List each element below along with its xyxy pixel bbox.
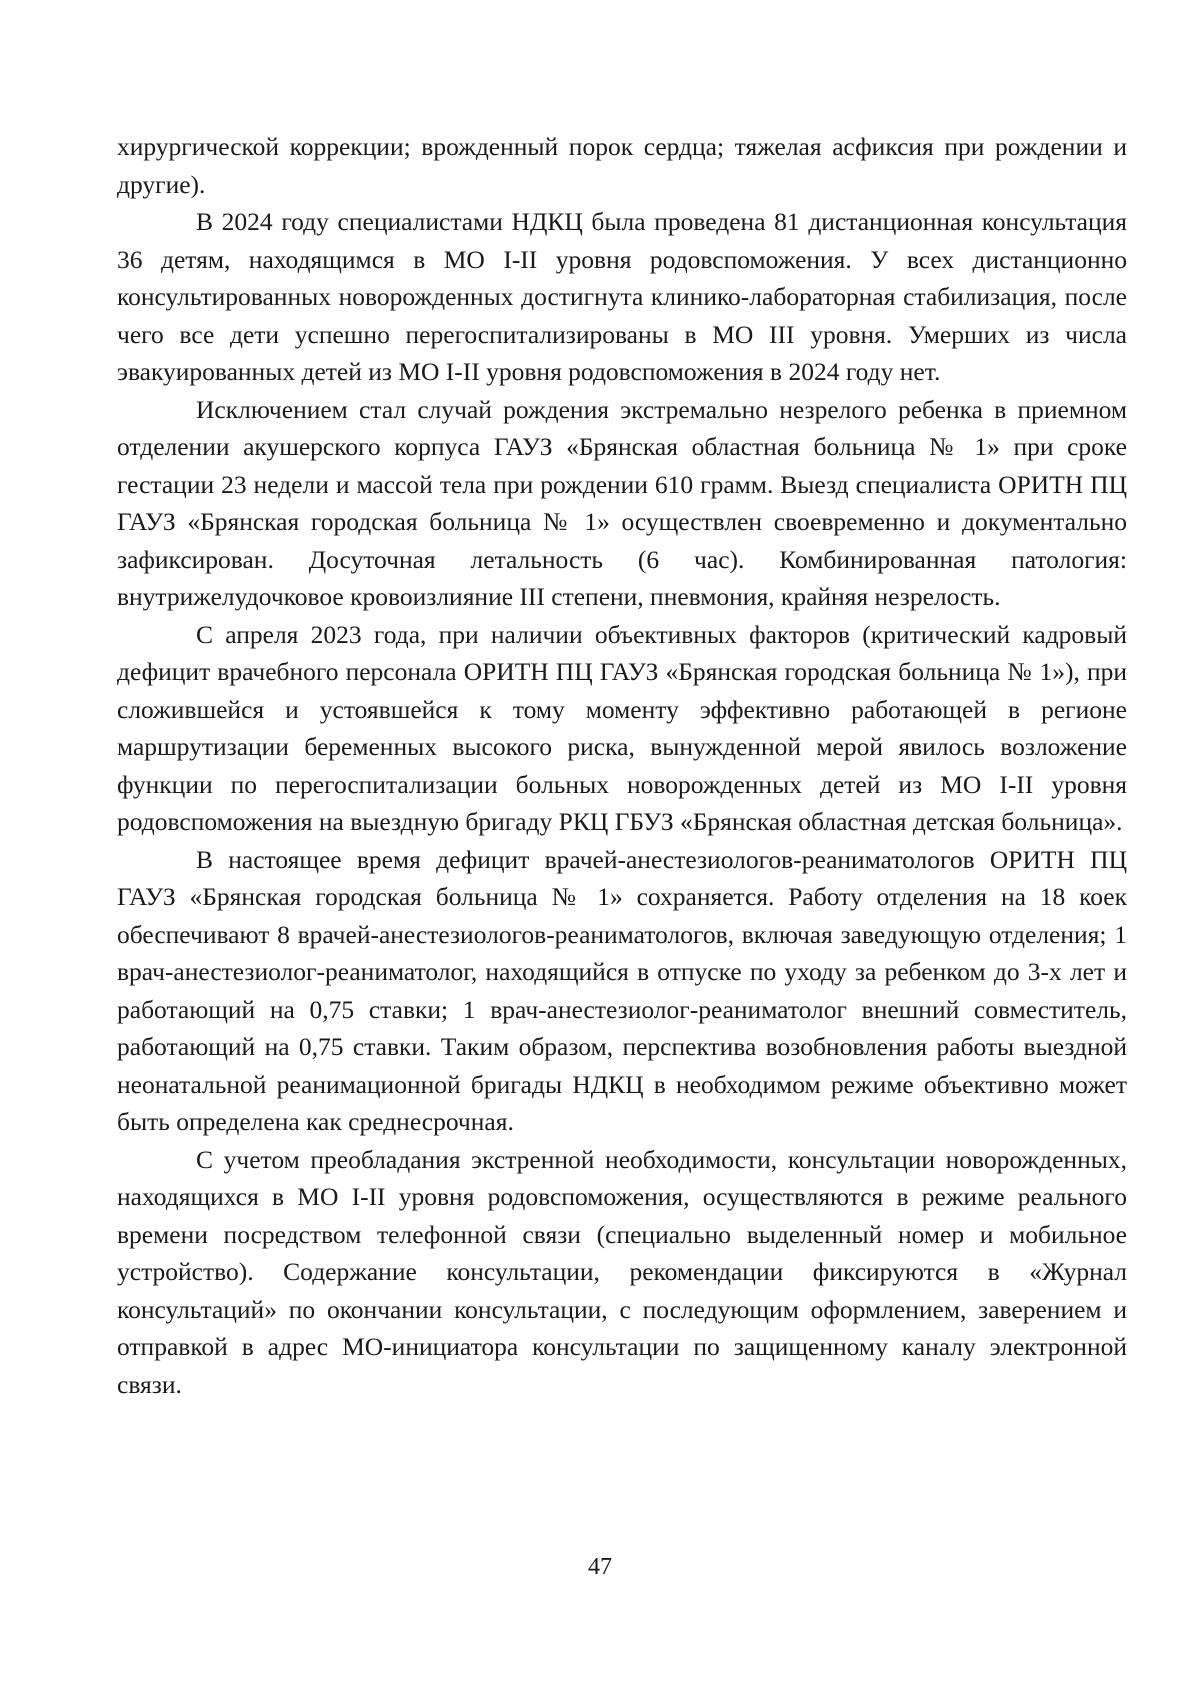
paragraph-continuation: хирургической коррекции; врожденный порок сердца; тяжелая асфиксия при рождении и другие). <box>117 132 1127 199</box>
document-page <box>117 128 1127 1668</box>
page-number: 47 <box>588 1554 612 1580</box>
paragraph-remote-consultations-2024: В 2024 году специалистами НДКЦ была проведена 81 дистанционная консультация 36 детям, находящимся в МО I-II уровня родовспоможения. У всех дистанционно консультированных новорожденных достигнута клинико-лабораторная стабилизация, после чего все дети успешно перегоспитализированы в МО III уровня. Умерших из числа эвакуированных детей из МО I-II уровня родовспоможения в 2024 году нет. <box>117 207 1127 386</box>
paragraph-consultation-procedure: С учетом преобладания экстренной необходимости, консультации новорожденных, находящихся в МО I-II уровня родовспоможения, осуществляются в режиме реального времени посредством телефонной связи (специально выделенный номер и мобильное устройство). Содержание консультации, рекомендации фиксируются в «Журнал консультаций» по окончании консультации, с последующим оформлением, заверением и отправкой в адрес МО-инициатора консультации по защищенному каналу электронной связи. <box>117 1144 1127 1399</box>
paragraph-exception-case: Исключением стал случай рождения экстремально незрелого ребенка в приемном отделении акушерского корпуса ГАУЗ «Брянская областная больница № 1» при сроке гестации 23 недели и массой тела при рождении 610 грамм. Выезд специалиста ОРИТН ПЦ ГАУЗ «Брянская городская больница № 1» осуществлен своевременно и документально зафиксирован. Досуточная летальность (6 час). Комбинированная патология: внутрижелудочковое кровоизлияние III степени, пневмония, крайняя незрелость. <box>117 394 1127 611</box>
document-body <box>117 128 1127 1403</box>
paragraph-since-april-2023: С апреля 2023 года, при наличии объективных факторов (критический кадровый дефицит врачебного персонала ОРИТН ПЦ ГАУЗ «Брянская городская больница № 1»), при сложившейся и устоявшейся к тому моменту эффективно работающей в регионе маршрутизации беременных высокого риска, вынужденной мерой явилось возложение функции по перегоспитализации больных новорожденных детей из МО I-II уровня родовспоможения на выездную бригаду РКЦ ГБУЗ «Брянская областная детская больница». <box>117 619 1127 836</box>
paragraph-staff-deficit: В настоящее время дефицит врачей-анестезиологов-реаниматологов ОРИТН ПЦ ГАУЗ «Брянская городская больница № 1» сохраняется. Работу отделения на 18 коек обеспечивают 8 врачей-анестезиологов-реаниматологов, включая заведующую отделения; 1 врач-анестезиолог-реаниматолог, находящийся в отпуске по уходу за ребенком до 3-х лет и работающий на 0,75 ставки; 1 врач-анестезиолог-реаниматолог внешний совместитель, работающий на 0,75 ставки. Таким образом, перспектива возобновления работы выездной неонатальной реанимационной бригады НДКЦ в необходимом режиме объективно может быть определена как среднесрочная. <box>117 844 1127 1136</box>
